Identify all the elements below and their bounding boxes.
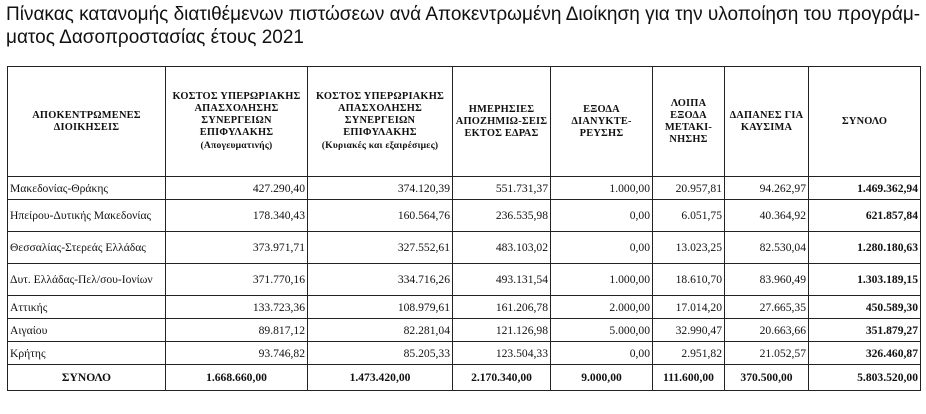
header-decentralized-administrations: ΑΠΟΚΕΝΤΡΩΜΕΝΕΣ ΔΙΟΙΚΗΣΕΙΣ [8, 67, 166, 177]
total-other-travel-costs: 111.600,00 [653, 365, 725, 391]
row-name: Ηπείρου-Δυτικής Μακεδονίας [8, 200, 166, 232]
cell-overnight-costs: 2.000,00 [551, 296, 653, 319]
cell-overnight-costs: 0,00 [551, 232, 653, 264]
row-name: Δυτ. Ελλάδας-Πελ/σου-Ιονίων [8, 264, 166, 296]
cell-fuel-costs: 83.960,49 [725, 264, 809, 296]
cell-row-total: 1.303.189,15 [809, 264, 921, 296]
cell-overtime-afternoon: 371.770,16 [166, 264, 308, 296]
cell-fuel-costs: 20.663,66 [725, 319, 809, 342]
table-row [8, 342, 921, 365]
row-name: Θεσσαλίας-Στερεάς Ελλάδας [8, 232, 166, 264]
cell-fuel-costs: 21.052,57 [725, 342, 809, 365]
cell-other-travel-costs: 32.990,47 [653, 319, 725, 342]
header-fuel-costs: ΔΑΠΑΝΕΣ ΓΙΑ ΚΑΥΣΙΜΑ [725, 67, 809, 177]
cell-fuel-costs: 27.665,35 [725, 296, 809, 319]
cell-row-total: 1.280.180,63 [809, 232, 921, 264]
cell-overtime-holidays: 334.716,26 [308, 264, 453, 296]
title-line-1: Πίνακας κατανομής διατιθέμενων πιστώσεων ανά Αποκεντρωμένη Διοίκηση για την υλοποίηση του προγράμ- [6, 4, 921, 25]
total-fuel-costs: 370.500,00 [725, 365, 809, 391]
table-row [8, 232, 921, 264]
cell-overnight-costs: 1.000,00 [551, 177, 653, 200]
cell-fuel-costs: 94.262,97 [725, 177, 809, 200]
cell-overtime-holidays: 160.564,76 [308, 200, 453, 232]
cell-overtime-afternoon: 178.340,43 [166, 200, 308, 232]
row-name: Αιγαίου [8, 319, 166, 342]
cell-overtime-holidays: 82.281,04 [308, 319, 453, 342]
cell-daily-allowances: 551.731,37 [453, 177, 551, 200]
header-overnight-costs: ΕΞΟΔΑ ΔΙΑΝΥΚΤΕ-ΡΕΥΣΗΣ [551, 67, 653, 177]
cell-overtime-afternoon: 133.723,36 [166, 296, 308, 319]
cell-row-total: 326.460,87 [809, 342, 921, 365]
cell-overnight-costs: 0,00 [551, 342, 653, 365]
total-overtime-afternoon: 1.668.660,00 [166, 365, 308, 391]
title-line-2: ματος Δασοπροστασίας έτους 2021 [6, 27, 304, 48]
cell-other-travel-costs: 17.014,20 [653, 296, 725, 319]
cell-overtime-holidays: 108.979,61 [308, 296, 453, 319]
table-row [8, 319, 921, 342]
row-name: Κρήτης [8, 342, 166, 365]
cell-overtime-afternoon: 93.746,82 [166, 342, 308, 365]
cell-overtime-afternoon: 373.971,71 [166, 232, 308, 264]
table-row [8, 177, 921, 200]
cell-daily-allowances: 483.103,02 [453, 232, 551, 264]
row-name: Αττικής [8, 296, 166, 319]
cell-overnight-costs: 5.000,00 [551, 319, 653, 342]
cell-daily-allowances: 236.535,98 [453, 200, 551, 232]
header-overtime-holidays: ΚΟΣΤΟΣ ΥΠΕΡΩΡΙΑΚΗΣ ΑΠΑΣΧΟΛΗΣΗΣ ΣΥΝΕΡΓΕΙΩΝ ΕΠΙΦΥΛΑΚΗΣ (Κυριακές και εξαιρέσιμες) [308, 67, 453, 177]
total-daily-allowances: 2.170.340,00 [453, 365, 551, 391]
grand-total: 5.803.520,00 [809, 365, 921, 391]
cell-overnight-costs: 1.000,00 [551, 264, 653, 296]
table-row [8, 296, 921, 319]
cell-row-total: 450.589,30 [809, 296, 921, 319]
table-row [8, 200, 921, 232]
header-overtime-afternoon: ΚΟΣΤΟΣ ΥΠΕΡΩΡΙΑΚΗΣ ΑΠΑΣΧΟΛΗΣΗΣ ΣΥΝΕΡΓΕΙΩΝ ΕΠΙΦΥΛΑΚΗΣ (Απογευματινής) [166, 67, 308, 177]
cell-other-travel-costs: 18.610,70 [653, 264, 725, 296]
total-overnight-costs: 9.000,00 [551, 365, 653, 391]
totals-row [8, 365, 921, 391]
cell-row-total: 621.857,84 [809, 200, 921, 232]
header-daily-allowances: ΗΜΕΡΗΣΙΕΣ ΑΠΟΖΗΜΙΩ-ΣΕΙΣ ΕΚΤΟΣ ΕΔΡΑΣ [453, 67, 551, 177]
cell-overtime-holidays: 327.552,61 [308, 232, 453, 264]
cell-daily-allowances: 493.131,54 [453, 264, 551, 296]
cell-daily-allowances: 161.206,78 [453, 296, 551, 319]
cell-overtime-holidays: 374.120,39 [308, 177, 453, 200]
cell-other-travel-costs: 20.957,81 [653, 177, 725, 200]
totals-label: ΣΥΝΟΛΟ [8, 365, 166, 391]
cell-other-travel-costs: 2.951,82 [653, 342, 725, 365]
cell-other-travel-costs: 6.051,75 [653, 200, 725, 232]
cell-overtime-afternoon: 427.290,40 [166, 177, 308, 200]
cell-daily-allowances: 123.504,33 [453, 342, 551, 365]
cell-row-total: 351.879,27 [809, 319, 921, 342]
cell-daily-allowances: 121.126,98 [453, 319, 551, 342]
table-row [8, 264, 921, 296]
allocation-table [7, 66, 921, 391]
document-title [6, 3, 920, 49]
cell-fuel-costs: 40.364,92 [725, 200, 809, 232]
total-overtime-holidays: 1.473.420,00 [308, 365, 453, 391]
cell-overtime-afternoon: 89.817,12 [166, 319, 308, 342]
cell-overnight-costs: 0,00 [551, 200, 653, 232]
cell-overtime-holidays: 85.205,33 [308, 342, 453, 365]
table-header-row [8, 67, 921, 177]
cell-fuel-costs: 82.530,04 [725, 232, 809, 264]
header-other-travel-costs: ΛΟΙΠΑ ΕΞΟΔΑ ΜΕΤΑΚΙ-ΝΗΣΗΣ [653, 67, 725, 177]
cell-other-travel-costs: 13.023,25 [653, 232, 725, 264]
row-name: Μακεδονίας-Θράκης [8, 177, 166, 200]
cell-row-total: 1.469.362,94 [809, 177, 921, 200]
header-total: ΣΥΝΟΛΟ [809, 67, 921, 177]
